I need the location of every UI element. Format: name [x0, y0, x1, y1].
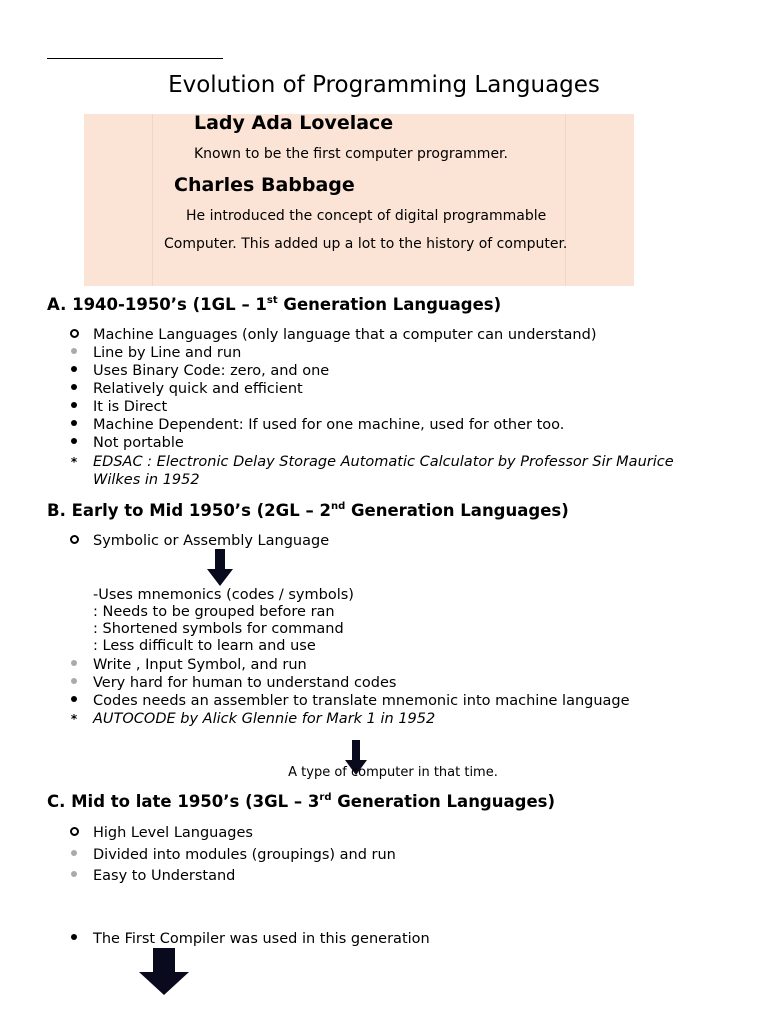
list-item: Relatively quick and efficient: [93, 381, 303, 397]
list-item: The First Compiler was used in this generation: [93, 931, 430, 947]
person2-desc-line1: He introduced the concept of digital programmable: [186, 208, 547, 224]
list-item: High Level Languages: [93, 825, 253, 841]
down-arrow-icon: [206, 549, 234, 587]
person1-desc: Known to be the first computer programmer.: [194, 146, 508, 162]
list-item: Divided into modules (groupings) and run: [93, 847, 396, 863]
bullet-icon: [64, 692, 84, 710]
list-item: Codes needs an assembler to translate mnemonic into machine language: [93, 693, 630, 709]
list-item: Easy to Understand: [93, 868, 236, 884]
section-c-heading: C. Mid to late 1950’s (3GL – 3rd Generation Languages): [47, 791, 555, 811]
bullet-icon: [64, 416, 84, 434]
gray-bullet-icon: [64, 344, 84, 362]
list-item-continuation: Wilkes in 1952: [93, 472, 200, 488]
bullet-icon: [64, 380, 84, 398]
list-item: EDSAC : Electronic Delay Storage Automatic Calculator by Professor Sir Maurice: [93, 454, 674, 470]
bullet-icon: [64, 398, 84, 416]
top-rule: [47, 58, 223, 59]
bullet-icon: [64, 434, 84, 452]
sub-line: : Needs to be grouped before ran: [93, 604, 335, 620]
hollow-bullet-icon: [64, 326, 84, 344]
gray-bullet-icon: [64, 867, 84, 885]
section-a-heading: A. 1940-1950’s (1GL – 1st Generation Languages): [47, 294, 502, 314]
box-divider-left: [152, 114, 153, 286]
list-item: Machine Languages (only language that a computer can understand): [93, 327, 597, 343]
list-item: Symbolic or Assembly Language: [93, 533, 330, 549]
list-item: Machine Dependent: If used for one machine, used for other too.: [93, 417, 565, 433]
hollow-bullet-icon: [64, 824, 84, 842]
sub-line: : Less difficult to learn and use: [93, 638, 316, 654]
person2-name: Charles Babbage: [174, 174, 355, 196]
person2-desc-line2: Computer. This added up a lot to the history of computer.: [164, 236, 568, 252]
box-divider-right: [565, 114, 566, 286]
list-item: It is Direct: [93, 399, 168, 415]
bullet-icon: [64, 362, 84, 380]
gray-bullet-icon: [64, 656, 84, 674]
list-item: Very hard for human to understand codes: [93, 675, 397, 691]
page-title: Evolution of Programming Languages: [168, 72, 600, 98]
list-item: Uses Binary Code: zero, and one: [93, 363, 330, 379]
hollow-bullet-icon: [64, 532, 84, 550]
star-bullet-icon: *: [70, 455, 78, 469]
list-item: Write , Input Symbol, and run: [93, 657, 307, 673]
gray-bullet-icon: [64, 674, 84, 692]
star-bullet-icon: *: [70, 712, 78, 726]
note-text: A type of computer in that time.: [288, 765, 498, 780]
list-item: Not portable: [93, 435, 184, 451]
person1-name: Lady Ada Lovelace: [194, 112, 394, 134]
list-item: Line by Line and run: [93, 345, 242, 361]
sub-line: -Uses mnemonics (codes / symbols): [93, 587, 354, 603]
bullet-icon: [64, 930, 84, 948]
section-b-heading: B. Early to Mid 1950’s (2GL – 2nd Generation Languages): [47, 500, 569, 520]
list-item: AUTOCODE by Alick Glennie for Mark 1 in 1952: [93, 711, 436, 727]
gray-bullet-icon: [64, 846, 84, 864]
intro-box: [84, 114, 634, 286]
down-arrow-icon: [138, 948, 190, 996]
sub-line: : Shortened symbols for command: [93, 621, 344, 637]
